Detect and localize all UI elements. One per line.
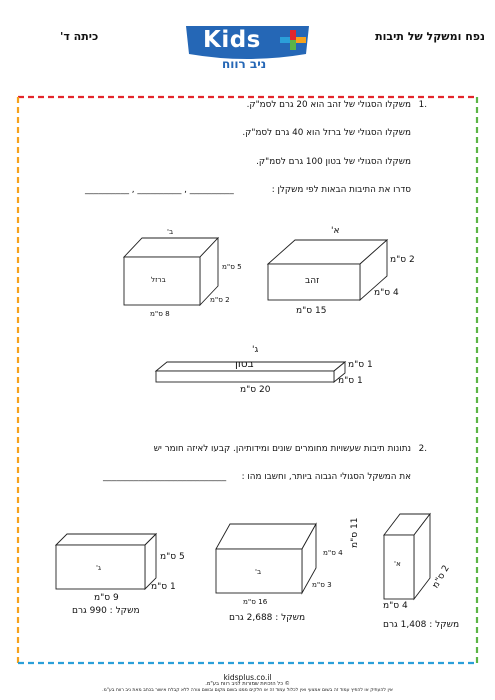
q2-box-a-weight: משקל : 1,408 גרם [383, 620, 460, 630]
q2-box-c-weight: משקל : 990 גרם [72, 606, 140, 616]
logo-subtitle: ניב רווח [222, 57, 267, 71]
footer-site[interactable]: kidsplus.co.il [223, 673, 272, 682]
logo-text: Kids [203, 27, 261, 53]
q1-line2: משקלו הסגולי של ברזל הוא 40 גרם לסמ"ק. [242, 128, 411, 138]
q2-box-b-letter: ב' [255, 567, 262, 576]
q1-box-b-depth: 2 ס"מ [210, 295, 230, 304]
q1-line1: משקלו הסגולי של זהב הוא 20 גרם לסמ"ק. [246, 100, 411, 110]
q1-box-b-name: ברזל [151, 275, 166, 284]
q2-line2: את המשקל הסגולי הגבוה ביותר, וחשבו מהו : [241, 472, 411, 482]
q1-box-c-height: 1 ס"מ [348, 360, 373, 370]
q2-number: 2. [418, 444, 427, 454]
q2-box-c-depth: 1 ס"מ [151, 582, 176, 592]
worksheet-title: נפח ומשקל של תיבות [375, 30, 485, 43]
q1-line3: משקלו הסגולי של בטון 100 גרם לסמ"ק. [256, 157, 411, 167]
q1-answer-blanks[interactable]: __________ , __________ , __________ [85, 185, 234, 195]
q1-box-c-letter: ג' [252, 345, 259, 355]
footer-copyright: © כל הזכויות שמורות לניב רווח בע"מ. [205, 681, 290, 687]
q1-box-b-height: 5 ס"מ [222, 262, 242, 271]
q1-box-a-name: זהב [305, 276, 320, 286]
q2-box-a-width: 4 ס"מ [383, 601, 408, 611]
q2-box-b-depth: 3 ס"מ [312, 580, 332, 589]
q2-line1: נתונות תיבות שעשויות מחומרים שונים ומידותיהן. קבעו לאיזה חומר יש [153, 444, 411, 454]
q2-answer-blank[interactable]: ____________________________ [103, 472, 227, 482]
q1-box-a-letter: א' [331, 226, 340, 236]
footer-notice: אין להעתיק או להפיץ עמוד זה בשום אמצעי ואין לכלול עמוד זה או חלקים ממנו בשום מקום ובשום צורה ללא קבלת אישור בכתב מאת ניב רווח בע"מ. [102, 688, 393, 693]
q2-box-c-width: 9 ס"מ [94, 593, 119, 603]
q2-box-c [56, 534, 156, 589]
q2-box-a [384, 514, 430, 599]
q2-box-c-letter: ג' [96, 563, 101, 572]
q2-box-b [216, 524, 316, 593]
q2-box-b-width: 16 ס"מ [243, 597, 268, 606]
q2-box-a-letter: א' [394, 559, 401, 568]
q2-box-b-weight: משקל : 2,688 גרם [229, 613, 306, 623]
q1-box-c-depth: 1 ס"מ [338, 376, 363, 386]
q1-box-c-width: 20 ס"מ [240, 385, 271, 395]
q1-box-a-depth: 4 ס"מ [374, 288, 399, 298]
grade-label: כיתה ד' [60, 30, 99, 43]
q1-box-c-name: בטון [235, 358, 254, 370]
q1-box-a-height: 2 ס"מ [390, 255, 415, 265]
q2-box-b-height: 4 ס"מ [323, 548, 343, 557]
q2-box-c-height: 5 ס"מ [160, 552, 185, 562]
q1-box-b-width: 8 ס"מ [150, 309, 170, 318]
q1-box-b-letter: ב' [167, 227, 174, 236]
q1-box-a-width: 15 ס"מ [296, 306, 327, 316]
q1-number: 1. [418, 100, 427, 110]
q2-box-a-depth: 2 ס"מ [430, 563, 452, 591]
q2-box-a-height: 11 ס"מ [350, 517, 360, 548]
q1-instruction: סדרו את התיבות הבאות לפי משקלן : [271, 185, 411, 195]
